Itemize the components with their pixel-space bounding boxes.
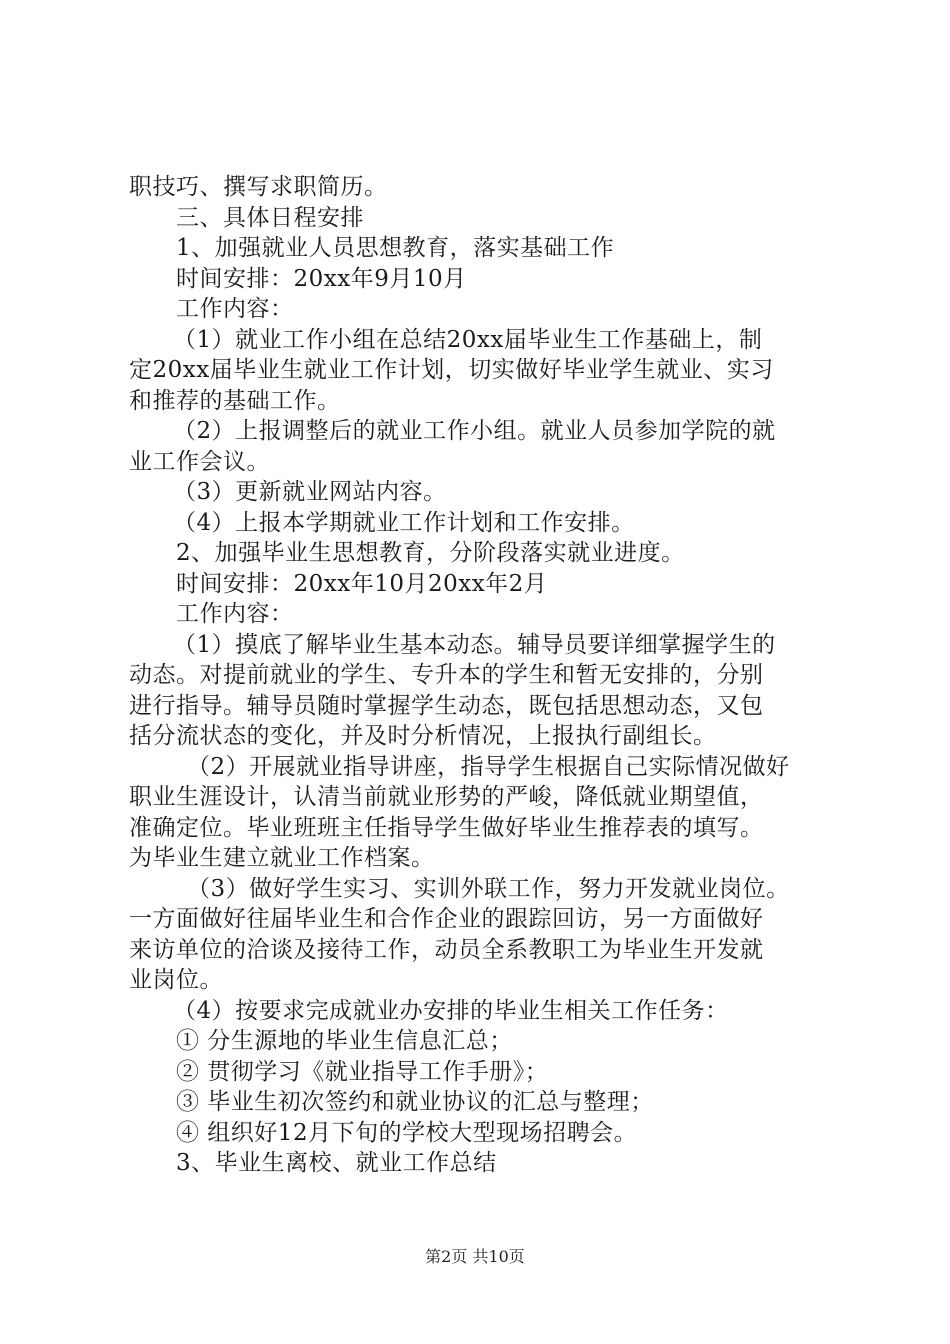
text-line: ① 分生源地的毕业生信息汇总； [176,1028,513,1054]
text-line: 动态。对提前就业的学生、专升本的学生和暂无安排的，分别 [129,662,764,688]
text-line: 准确定位。毕业班班主任指导学生做好毕业生推荐表的填写。 [129,814,764,841]
text-line: 职业生涯设计，认清当前就业形势的严峻，降低就业期望值， [129,784,764,810]
text-line: （1）就业工作小组在总结20xx届毕业生工作基础上，制 [173,326,763,353]
text-line: （4）按要求完成就业办安排的毕业生相关工作任务： [173,997,729,1024]
text-line: 进行指导。辅导员随时掌握学生动态，既包括思想动态，又包 [129,692,764,719]
text-line: 时间安排：20xx年9月10月 [176,265,467,292]
text-line: 工作内容： [176,296,294,322]
text-line: 业岗位。 [129,967,223,993]
text-line: （2）开展就业指导讲座，指导学生根据自己实际情况做好 [187,753,790,780]
text-line: 职技巧、撰写求职简历。 [129,174,388,200]
text-line: （1）摸底了解毕业生基本动态。辅导员要详细掌握学生的 [173,631,776,658]
text-line: 来访单位的洽谈及接待工作，动员全系教职工为毕业生开发就 [129,936,764,963]
text-line: 定20xx届毕业生就业工作计划，切实做好毕业学生就业、实习 [129,357,774,383]
page-footer: 第2页 共10页 [425,1247,525,1266]
text-line: （4）上报本学期就业工作计划和工作安排。 [173,509,635,536]
text-line: ④ 组织好12月下旬的学校大型现场招聘会。 [176,1119,638,1146]
text-line: 为毕业生建立就业工作档案。 [129,845,435,871]
text-line: 和推荐的基础工作。 [129,387,341,414]
text-line: ② 贯彻学习《就业指导工作手册》； [176,1058,549,1085]
text-line: 1、加强就业人员思想教育，落实基础工作 [176,235,615,261]
text-line: 一方面做好往届毕业生和合作企业的跟踪回访，另一方面做好 [129,906,764,932]
text-line: 括分流状态的变化，并及时分析情况，上报执行副组长。 [129,723,717,749]
text-line: 3、毕业生离校、就业工作总结 [176,1150,497,1176]
text-line: （3）做好学生实习、实训外联工作，努力开发就业岗位。 [187,875,790,902]
document-body [129,172,829,1179]
text-line: 工作内容： [176,601,294,627]
text-line: （2）上报调整后的就业工作小组。就业人员参加学院的就 [173,418,776,444]
text-line: 三、具体日程安排 [176,204,364,231]
text-line: ③ 毕业生初次签约和就业协议的汇总与整理； [176,1089,654,1115]
text-line: 2、加强毕业生思想教育，分阶段落实就业进度。 [176,540,685,566]
text-line: 时间安排：20xx年10月20xx年2月 [176,570,548,597]
text-line: （3）更新就业网站内容。 [173,479,447,505]
text-line: 业工作会议。 [129,448,270,475]
